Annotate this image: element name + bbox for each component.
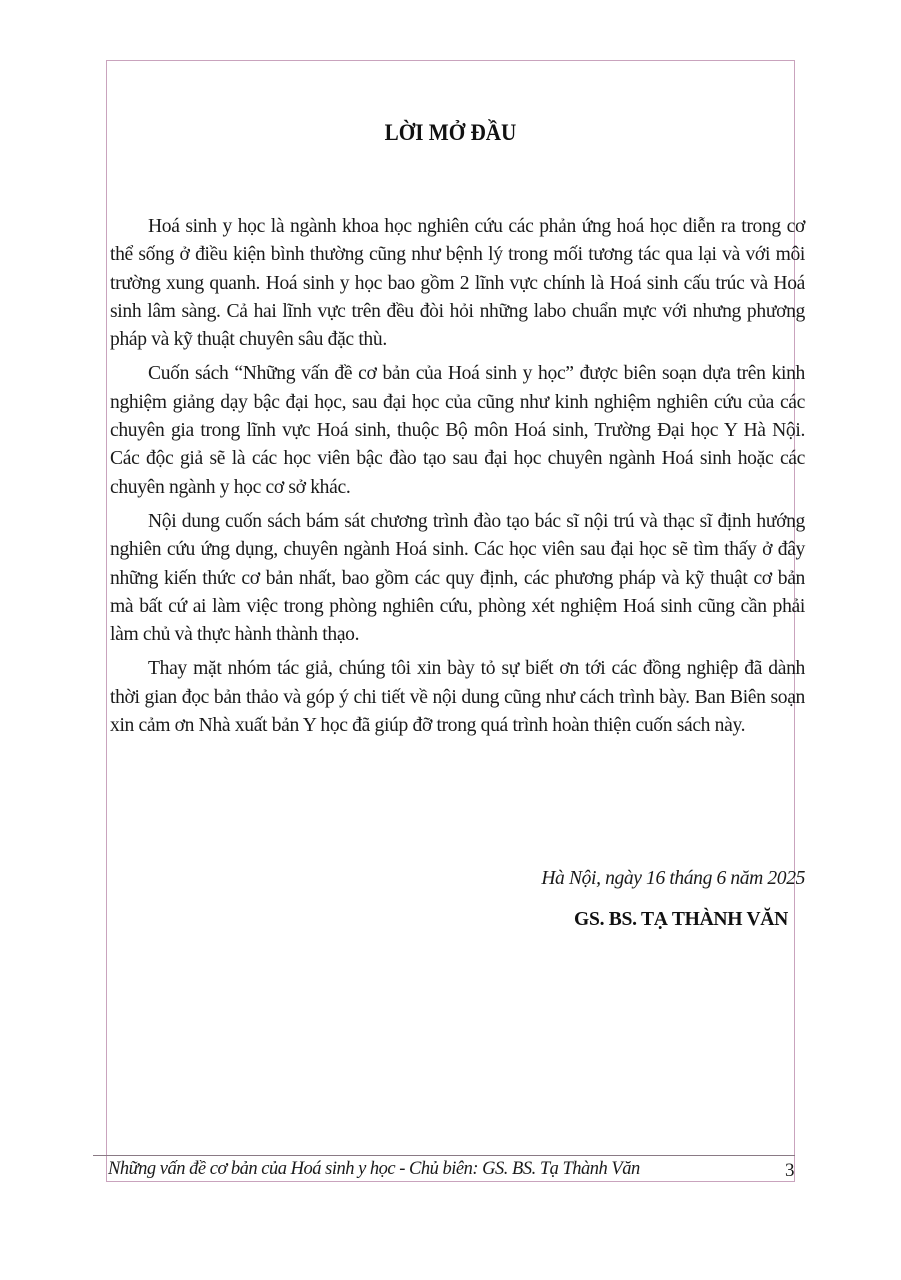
page-number: 3 bbox=[785, 1160, 795, 1181]
paragraph-1: Hoá sinh y học là ngành khoa học nghiên cứu các phản ứng hoá học diễn ra trong cơ thể sống ở điều kiện bình thường cũng như bệnh lý trong mối tương tác qua lại và với môi trường xung quanh. Hoá sinh y học bao gồm 2 lĩnh vực chính là Hoá sinh cấu trúc và Hoá sinh lâm sàng. Cả hai lĩnh vực trên đều đòi hỏi những labo chuẩn mực với nhưng phương pháp và kỹ thuật chuyên sâu đặc thù. bbox=[110, 216, 805, 351]
paragraph-2: Cuốn sách “Những vấn đề cơ bản của Hoá sinh y học” được biên soạn dựa trên kinh nghiệm giảng dạy bậc đại học, sau đại học của cũng như kinh nghiệm nghiên cứu của các chuyên gia trong lĩnh vực Hoá sinh, thuộc Bộ môn Hoá sinh, Trường Đại học Y Hà Nội. Các độc giả sẽ là các học viên bậc đào tạo sau đại học chuyên ngành Hoá sinh hoặc các chuyên ngành y học cơ sở khác. bbox=[110, 363, 805, 498]
footer-divider bbox=[93, 1155, 795, 1156]
footer-running-title: Những vấn đề cơ bản của Hoá sinh y học - Chủ biên: GS. BS. Tạ Thành Văn bbox=[108, 1159, 640, 1179]
paragraph-3: Nội dung cuốn sách bám sát chương trình đào tạo bác sĩ nội trú và thạc sĩ định hướng nghiên cứu ứng dụng, chuyên ngành Hoá sinh. Các học viên sau đại học sẽ tìm thấy ở đây những kiến thức cơ bản nhất, bao gồm các quy định, các phương pháp và kỹ thuật cơ bản mà bất cứ ai làm việc trong phòng nghiên cứu, phòng xét nghiệm Hoá sinh cũng cần phải làm chủ và thực hành thành thạo. bbox=[110, 510, 805, 646]
preface-body bbox=[110, 213, 805, 746]
signature-author: GS. BS. TẠ THÀNH VĂN bbox=[574, 909, 788, 930]
paragraph-4: Thay mặt nhóm tác giả, chúng tôi xin bày tỏ sự biết ơn tới các đồng nghiệp đã dành thời gian đọc bản thảo và góp ý chi tiết về nội dung cũng như cách trình bày. Ban Biên soạn xin cảm ơn Nhà xuất bản Y học đã giúp đỡ trong quá trình hoàn thiện cuốn sách này. bbox=[110, 658, 805, 737]
page-title: LỜI MỞ ĐẦU bbox=[384, 120, 517, 145]
signature-place-date: Hà Nội, ngày 16 tháng 6 năm 2025 bbox=[541, 868, 805, 889]
